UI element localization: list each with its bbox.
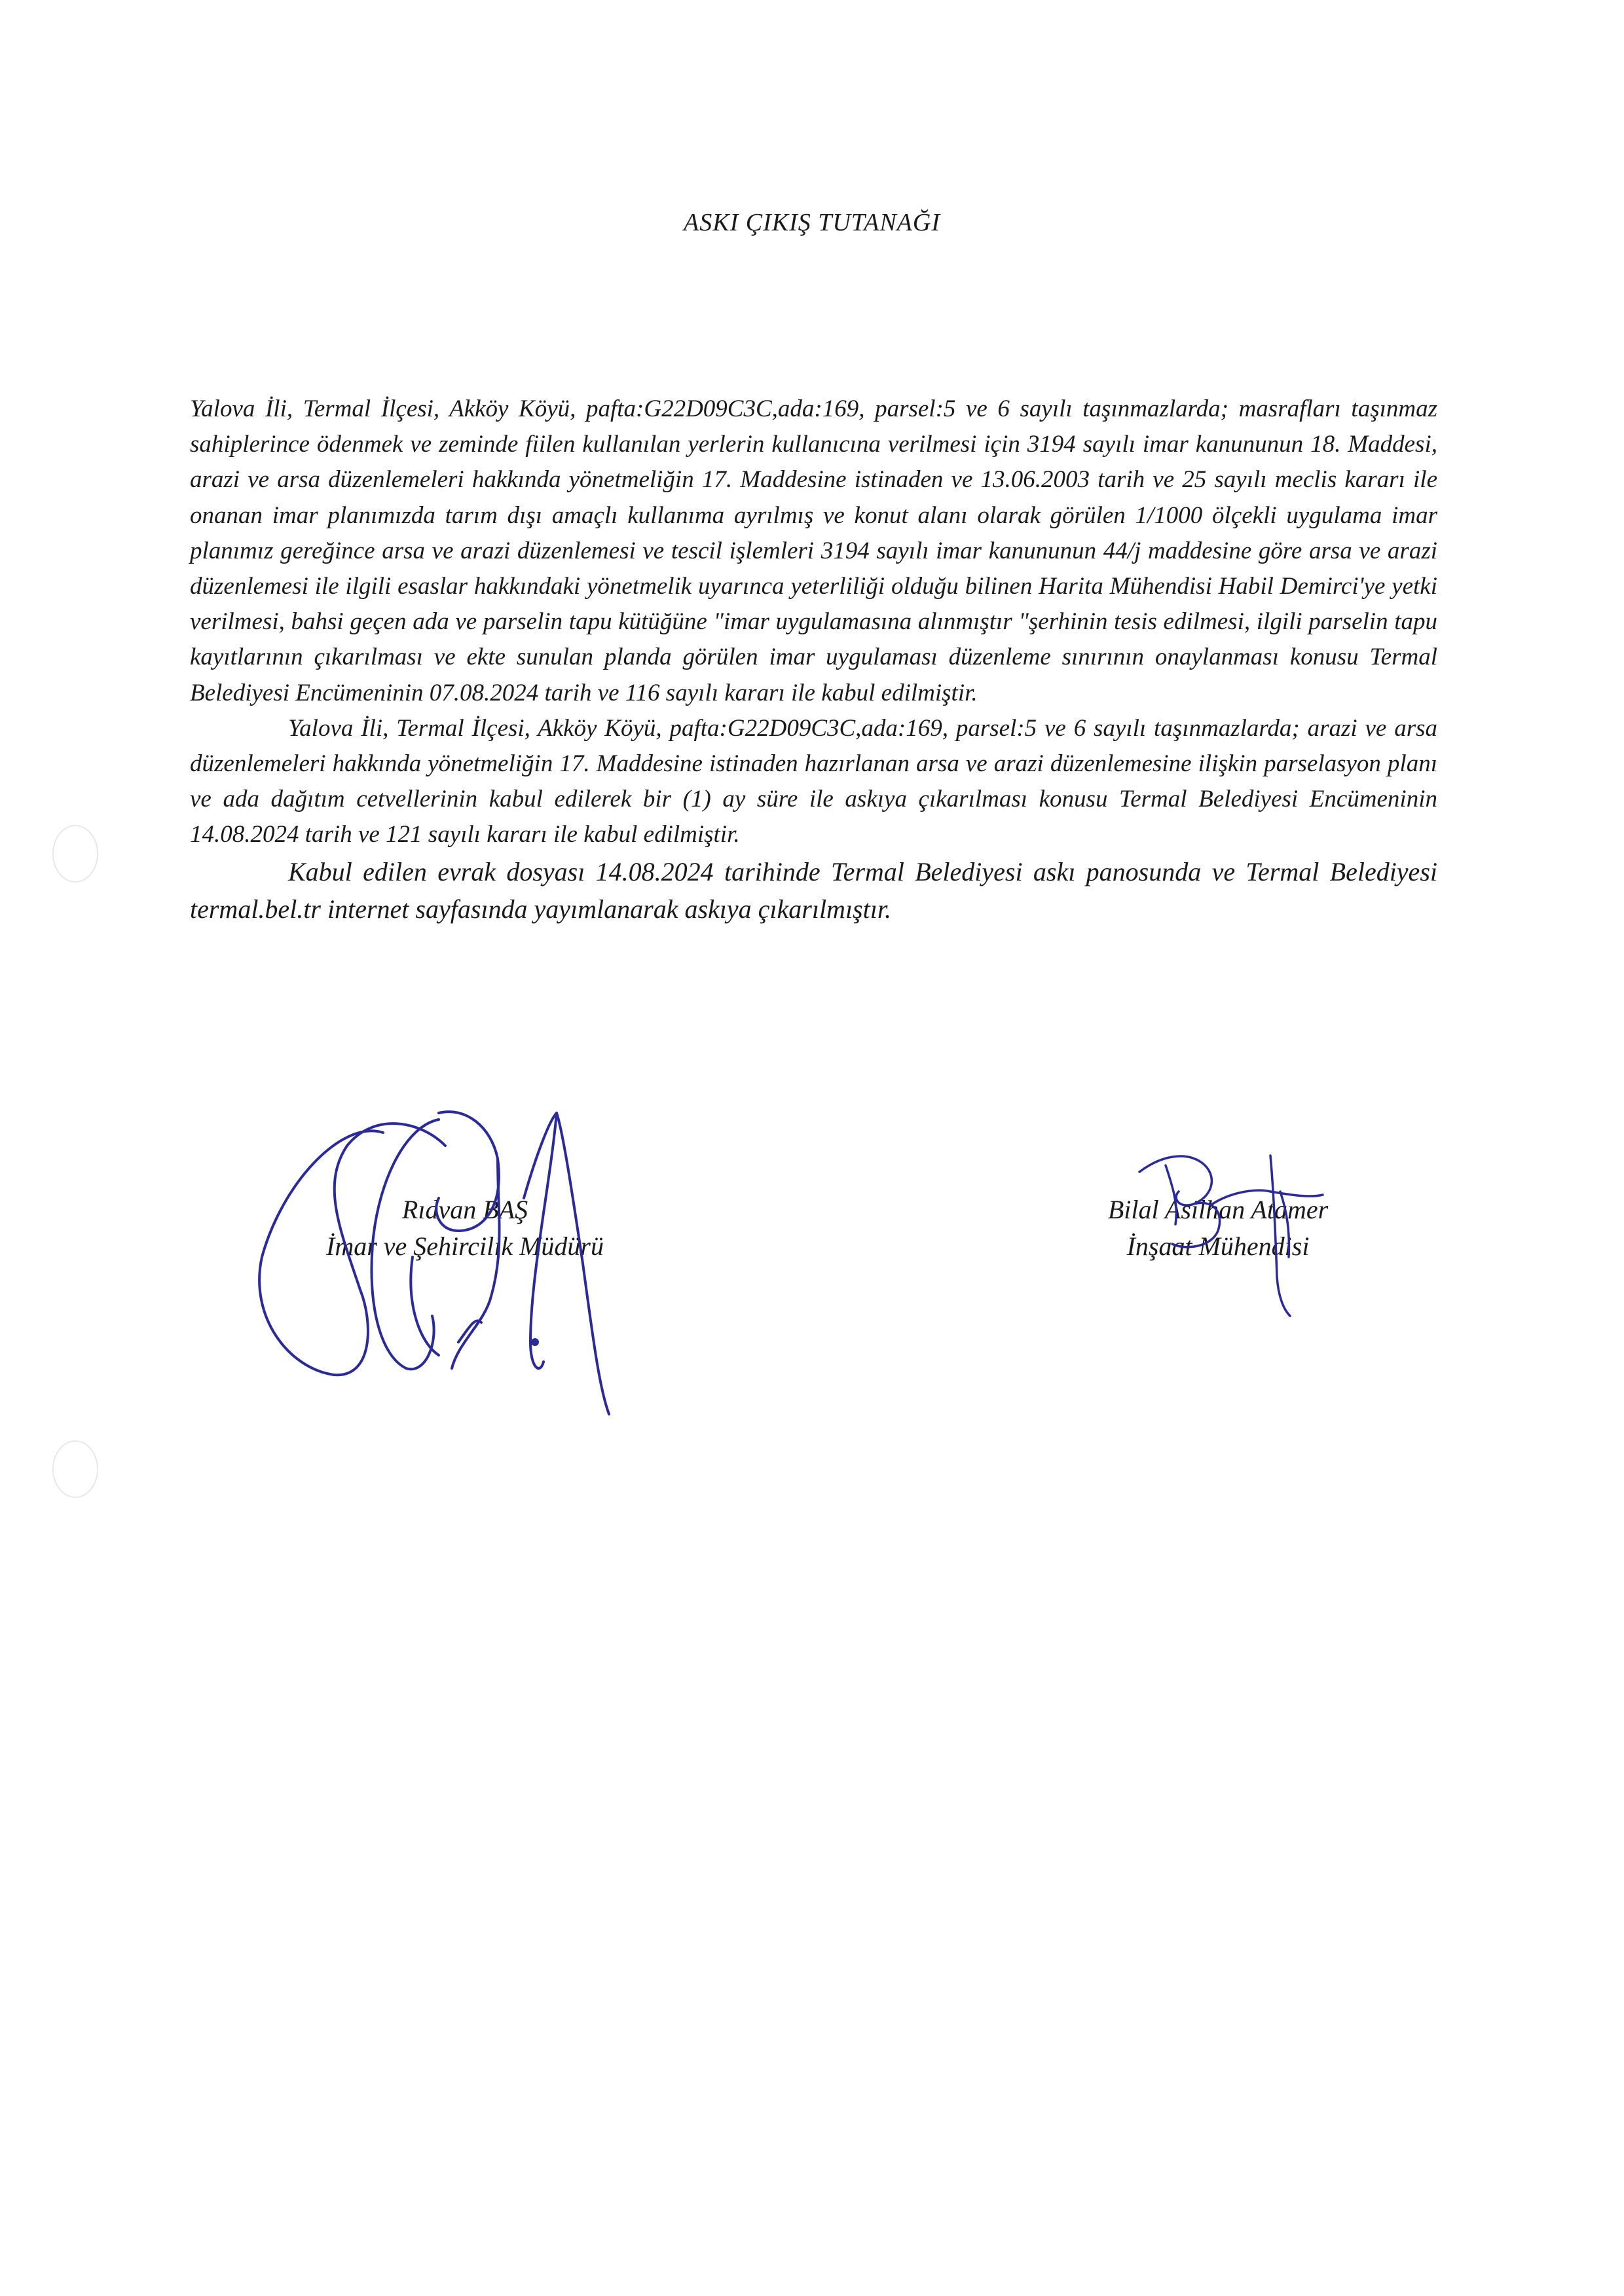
paragraph-3: Kabul edilen evrak dosyası 14.08.2024 tarihinde Termal Belediyesi askı panosunda ve Termal Belediyesi termal.bel.tr internet sayfasında yayımlanarak askıya çıkarılmıştır. (190, 856, 1437, 924)
signature-right-image (1113, 1126, 1349, 1322)
signatory-left-title: İmar ve Şehircilik Müdürü (326, 1231, 604, 1261)
signature-left-image (242, 1106, 661, 1427)
document-title: ASKI ÇIKIŞ TUTANAĞI (684, 209, 940, 236)
document-body (190, 392, 1437, 928)
paragraph-2: Yalova İli, Termal İlçesi, Akköy Köyü, pafta:G22D09C3C,ada:169, parsel:5 ve 6 sayılı taşınmazlarda; arazi ve arsa düzenlemeleri hakkında yönetmeliğin 17. Maddesine istinaden hazırlanan arsa ve arazi düzenlemesine ilişkin parselasyon planı ve ada dağıtım cetvellerinin kabul edilerek bir (1) ay süre ile askıya çıkarılması konusu Termal Belediyesi Encümeninin 14.08.2024 tarih ve 121 sayılı kararı ile kabul edilmiştir. (190, 714, 1437, 848)
punch-hole-bottom (52, 1440, 98, 1498)
paragraph-1: Yalova İli, Termal İlçesi, Akköy Köyü, pafta:G22D09C3C,ada:169, parsel:5 ve 6 sayılı taşınmazlarda; masrafları taşınmaz sahiplerince ödenmek ve zeminde fiilen kullanılan yerlerin kullanıcına verilmesi için 3194 sayılı imar kanununun 18. Maddesi, arazi ve arsa düzenlemeleri hakkında yönetmeliğin 17. Maddesine istinaden ve 13.06.2003 tarih ve 25 sayılı meclis kararı ile onanan imar planımızda tarım dışı amaçlı kullanıma ayrılmış ve konut alanı olarak görülen 1/1000 ölçekli uygulama imar planımız gereğince arsa ve arazi düzenlemesi ve tescil işlemleri 3194 sayılı imar kanununun 44/j maddesine göre arsa ve arazi düzenlemesi ile ilgili esaslar hakkındaki yönetmelik uyarınca yeterliliği olduğu bilinen Harita Mühendisi Habil Demirci'ye yetki verilmesi, bahsi geçen ada ve parselin tapu kütüğüne "imar uygulamasına alınmıştır "şerhinin tesis edilmesi, ilgili parselin tapu kayıtlarının çıkarılması ve ekte sunulan planda görülen imar uygulaması düzenleme sınırının onaylanması konusu Termal Belediyesi Encümeninin 07.08.2024 tarih ve 116 sayılı kararı ile kabul edilmiştir. (190, 395, 1437, 706)
punch-hole-top (52, 825, 98, 883)
signatory-right-name: Bilal Asilhan Atamer (1107, 1195, 1329, 1224)
signatory-right-title: İnşaat Mühendisi (1126, 1231, 1310, 1261)
signatory-left-name: Rıdvan BAŞ (401, 1195, 528, 1224)
